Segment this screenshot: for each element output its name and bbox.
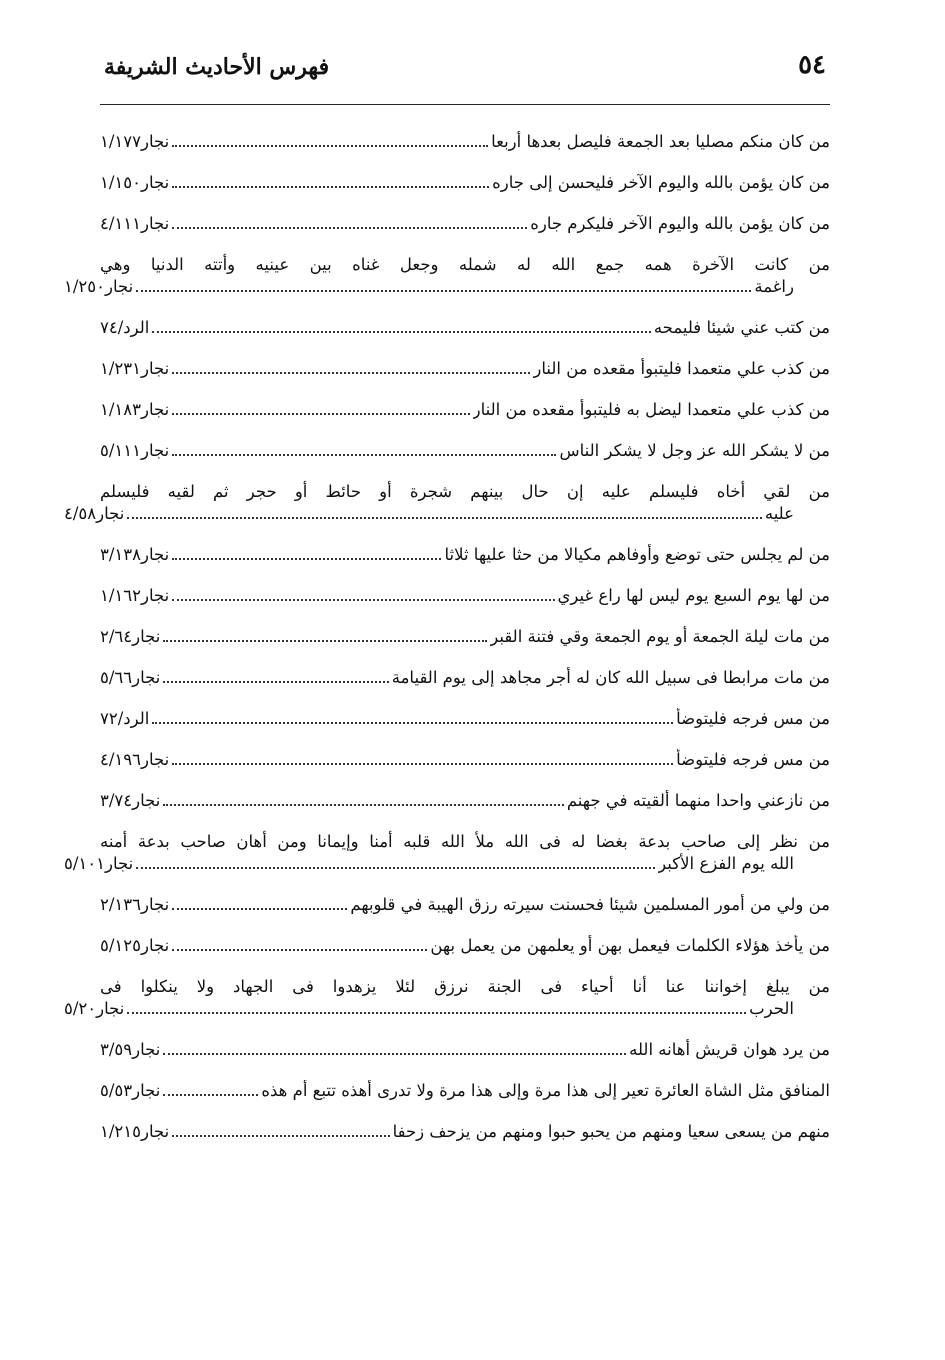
entry-text: من لا يشكر الله عز وجل لا يشكر الناس	[559, 441, 830, 460]
entry-text: من لم يجلس حتى توضع وأوفاهم مكيالا من حثا عليها ثلاثا	[444, 545, 830, 564]
index-entry	[100, 885, 830, 926]
dot-leader	[163, 640, 487, 642]
entry-text: من نظر إلى صاحب بدعة بغضا له فى الله ملأ الله قلبه أمنا وإيمانا ومن أهان صاحب بدعة أمنه	[100, 832, 830, 851]
dot-leader	[172, 763, 673, 765]
entry-reference: نجار٥/٥٣	[100, 1081, 161, 1100]
page-header	[100, 48, 830, 100]
index-entry	[100, 658, 830, 699]
index-entry	[100, 122, 830, 163]
dot-leader	[136, 290, 751, 292]
index-entry	[100, 617, 830, 658]
dot-leader	[172, 599, 554, 601]
entry-reference: نجار٣/٥٩	[100, 1040, 161, 1059]
entry-reference: نجار٥/١١١	[100, 441, 170, 460]
dot-leader	[163, 1053, 626, 1055]
page-title: فهرس الأحاديث الشريفة	[104, 54, 330, 80]
dot-leader	[172, 372, 530, 374]
entry-text-continuation: الله يوم الفزع الأكبر	[658, 854, 794, 873]
entry-text: من مس فرجه فليتوضأ	[676, 750, 830, 769]
dot-leader	[172, 413, 469, 415]
entry-text: المنافق مثل الشاة العائرة تعير إلى هذا مرة وإلى هذا مرة ولا تدرى أهذه تتبع أم هذه	[261, 1081, 830, 1100]
entry-text: من كان يؤمن بالله واليوم الآخر فليحسن إلى جاره	[492, 173, 830, 192]
page-number: ٥٤	[798, 50, 826, 80]
index-entry	[100, 926, 830, 967]
index-entry	[64, 967, 830, 1030]
entry-text-continuation: عليه	[764, 504, 794, 523]
entry-text: من كذب علي متعمدا ليضل به فليتبوأ مقعده من النار	[472, 400, 830, 419]
entry-text: من كان يؤمن بالله واليوم الآخر فليكرم جاره	[530, 214, 830, 233]
index-entry	[64, 472, 830, 535]
dot-leader	[163, 804, 563, 806]
entry-text: من نازعني واحدا منهما ألقيته في جهنم	[566, 791, 830, 810]
entry-reference: نجار٥/١٢٥	[100, 936, 170, 955]
dot-leader	[163, 681, 388, 683]
entry-text: من لها يوم السبع يوم ليس لها راع غيري	[557, 586, 830, 605]
index-entry	[100, 349, 830, 390]
entry-text: من يرد هوان قريش أهانه الله	[629, 1040, 830, 1059]
entry-reference: نجار٢/٦٤	[100, 627, 161, 646]
dot-leader	[172, 186, 489, 188]
entry-text: من مس فرجه فليتوضأ	[676, 709, 830, 728]
dot-leader	[127, 1012, 746, 1014]
index-entry	[100, 1071, 830, 1112]
dot-leader	[172, 227, 527, 229]
index-entry	[100, 163, 830, 204]
entry-reference: نجار١/٢٣١	[100, 359, 170, 378]
index-entry	[100, 699, 830, 740]
dot-leader	[152, 722, 673, 724]
entry-text: من مات ليلة الجمعة أو يوم الجمعة وقي فتنة القبر	[490, 627, 830, 646]
entry-text: من كتب عني شيئا فليمحه	[653, 318, 830, 337]
entry-reference: نجار١/١٧٧	[100, 132, 170, 151]
entry-text-continuation: راغمة	[754, 277, 794, 296]
header-rule	[100, 104, 830, 105]
dot-leader	[172, 908, 347, 910]
entry-text: من كان منكم مصليا بعد الجمعة فليصل بعدها أربعا	[491, 132, 830, 151]
entry-text: من كذب علي متعمدا فليتبوأ مقعده من النار	[533, 359, 830, 378]
entry-text: من كانت الآخرة همه جمع الله له شمله وجعل غناه بين عينيه وأتته الدنيا وهي	[100, 255, 830, 274]
index-entry	[100, 1112, 830, 1153]
dot-leader	[163, 1094, 258, 1096]
entry-reference: نجار٥/١٠١	[64, 854, 134, 873]
entry-text: من يأخذ هؤلاء الكلمات فيعمل بهن أو يعلمهن من يعمل بهن	[430, 936, 830, 955]
entry-reference: نجار٤/١٩٦	[100, 750, 170, 769]
entry-reference: الرد/٧٢	[100, 709, 150, 728]
index-entry	[100, 204, 830, 245]
index-entry	[100, 1030, 830, 1071]
entry-reference: نجار٢/١٣٦	[100, 895, 170, 914]
entry-text: من يبلغ إخواننا عنا أنا أحياء فى الجنة نرزق لئلا يزهدوا فى الجهاد ولا ينكلوا فى	[100, 977, 830, 996]
index-entry	[64, 245, 830, 308]
dot-leader	[172, 949, 427, 951]
entry-reference: نجار٥/٢٠	[64, 999, 125, 1018]
entry-text: من لقي أخاه فليسلم عليه إن حال بينهم شجرة أو حائط أو حجر ثم لقيه فليسلم	[100, 482, 830, 501]
dot-leader	[152, 331, 650, 333]
entry-reference: نجار١/١٦٢	[100, 586, 170, 605]
dot-leader	[136, 867, 655, 869]
entry-reference: الرد/٧٤	[100, 318, 150, 337]
entry-text: من مات مرابطا فى سبيل الله كان له أجر مجاهد إلى يوم القيامة	[391, 668, 830, 687]
index-entry	[64, 822, 830, 885]
index-entry	[100, 576, 830, 617]
index-entry	[100, 781, 830, 822]
index-entry	[100, 431, 830, 472]
entry-reference: نجار١/٢٥٠	[64, 277, 134, 296]
entry-reference: نجار١/١٥٠	[100, 173, 170, 192]
dot-leader	[172, 454, 556, 456]
entry-reference: نجار٤/١١١	[100, 214, 170, 233]
entry-reference: نجار١/١٨٣	[100, 400, 170, 419]
entry-reference: نجار٤/٥٨	[64, 504, 125, 523]
index-entry	[100, 308, 830, 349]
index-entry	[100, 535, 830, 576]
hadith-index-list	[64, 122, 830, 1153]
dot-leader	[172, 1135, 389, 1137]
entry-text: منهم من يسعى سعيا ومنهم من يحبو حبوا ومنهم من يزحف زحفا	[392, 1122, 830, 1141]
entry-reference: نجار١/٢١٥	[100, 1122, 170, 1141]
dot-leader	[127, 517, 761, 519]
dot-leader	[172, 558, 441, 560]
entry-reference: نجار٣/٧٤	[100, 791, 161, 810]
index-entry	[100, 740, 830, 781]
entry-reference: نجار٣/١٣٨	[100, 545, 170, 564]
index-entry	[100, 390, 830, 431]
entry-text-continuation: الحرب	[749, 999, 794, 1018]
dot-leader	[172, 145, 488, 147]
entry-text: من ولي من أمور المسلمين شيئا فحسنت سيرته رزق الهيبة في قلوبهم	[350, 895, 830, 914]
entry-reference: نجار٥/٦٦	[100, 668, 161, 687]
